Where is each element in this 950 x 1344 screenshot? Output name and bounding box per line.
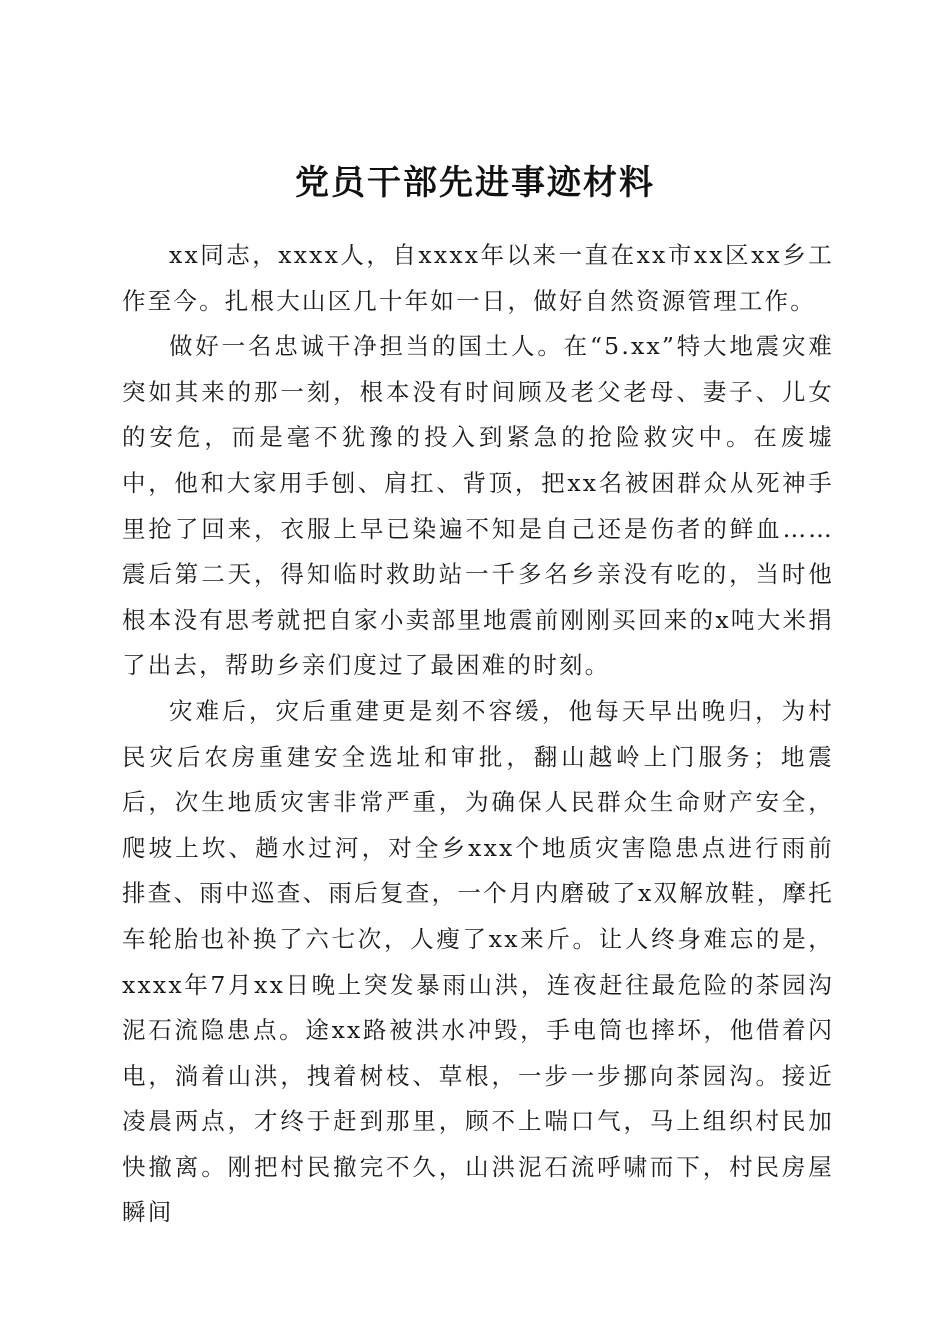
document-title: 党员干部先进事迹材料 [295, 162, 655, 203]
paragraph-earthquake-rescue: 做好一名忠诚干净担当的国土人。在“5.xx”特大地震灾难突如其来的那一刻，根本没有时间顾及老父老母、妻子、儿女的安危，而是毫不犹豫的投入到紧急的抢险救灾中。在废墟中，他和大家用手刨、肩扛、背顶，把xx名被困群众从死神手里抢了回来，衣服上早已染遍不知是自己还是伤者的鲜血……震后第二天，得知临时救助站一千多名乡亲没有吃的，当时他根本没有思考就把自家小卖部里地震前刚刚买回来的x吨大米捐了出去，帮助乡亲们度过了最困难的时刻。 [122, 332, 834, 680]
paragraph-reconstruction: 灾难后，灾后重建更是刻不容缓，他每天早出晚归，为村民灾后农房重建安全选址和审批，翻山越岭上门服务；地震后，次生地质灾害非常严重，为确保人民群众生命财产安全，爬坡上坎、趟水过河，对全乡xxx个地质灾害隐患点进行雨前排查、雨中巡查、雨后复查，一个月内磨破了x双解放鞋，摩托车轮胎也补换了六七次，人瘦了xx来斤。让人终身难忘的是，xxxx年7月xx日晚上突发暴雨山洪，连夜赶往最危险的茶园沟泥石流隐患点。途xx路被洪水冲毁，手电筒也摔坏，他借着闪电，淌着山洪，拽着树枝、草根，一步一步挪向茶园沟。接近凌晨两点，才终于赶到那里，顾不上喘口气，马上组织村民加快撤离。刚把村民撤完不久，山洪泥石流呼啸而下，村民房屋瞬间 [122, 696, 834, 1227]
paragraph-intro: xx同志，xxxx人，自xxxx年以来一直在xx市xx区xx乡工作至今。扎根大山区几十年如一日，做好自然资源管理工作。 [122, 241, 834, 315]
document-body [122, 233, 834, 1236]
